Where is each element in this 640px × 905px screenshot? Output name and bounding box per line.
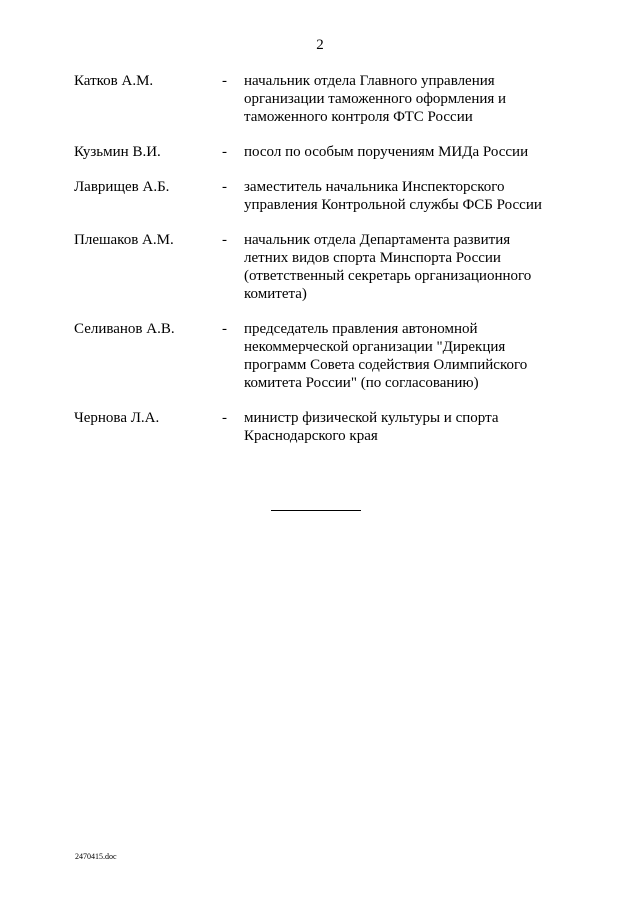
member-name: Кузьмин В.И. xyxy=(74,144,161,160)
member-row xyxy=(74,409,554,445)
member-row xyxy=(74,178,554,214)
member-dash: - xyxy=(222,73,227,89)
member-position: посол по особым поручениям МИДа России xyxy=(244,144,529,160)
member-name: Лаврищев А.Б. xyxy=(74,179,170,195)
end-of-list-rule xyxy=(271,510,361,511)
member-list xyxy=(74,72,554,445)
document-code: 2470415.doc xyxy=(75,852,117,861)
member-position: начальник отдела Главного управления организации таможенного оформления и таможенного контроля ФТС России xyxy=(244,73,507,125)
member-position: заместитель начальника Инспекторского управления Контрольной службы ФСБ России xyxy=(244,179,542,213)
member-row xyxy=(74,231,554,303)
member-position: председатель правления автономной некоммерческой организации "Дирекция программ Совета содействия Олимпийского комитета России" (по согласованию) xyxy=(244,321,528,391)
member-name: Плешаков А.М. xyxy=(74,232,174,248)
member-dash: - xyxy=(222,410,227,426)
member-dash: - xyxy=(222,179,227,195)
member-dash: - xyxy=(222,321,227,337)
member-position: министр физической культуры и спорта Краснодарского края xyxy=(244,410,499,444)
member-row xyxy=(74,320,554,392)
page-number: 2 xyxy=(316,37,324,53)
member-row xyxy=(74,143,554,161)
member-dash: - xyxy=(222,232,227,248)
member-dash: - xyxy=(222,144,227,160)
member-position: начальник отдела Департамента развития летних видов спорта Минспорта России (ответственный секретарь организационного комитета) xyxy=(244,232,532,302)
member-name: Селиванов А.В. xyxy=(74,321,175,337)
member-name: Чернова Л.А. xyxy=(74,410,160,426)
member-row xyxy=(74,72,554,126)
member-name: Катков А.М. xyxy=(74,73,154,89)
